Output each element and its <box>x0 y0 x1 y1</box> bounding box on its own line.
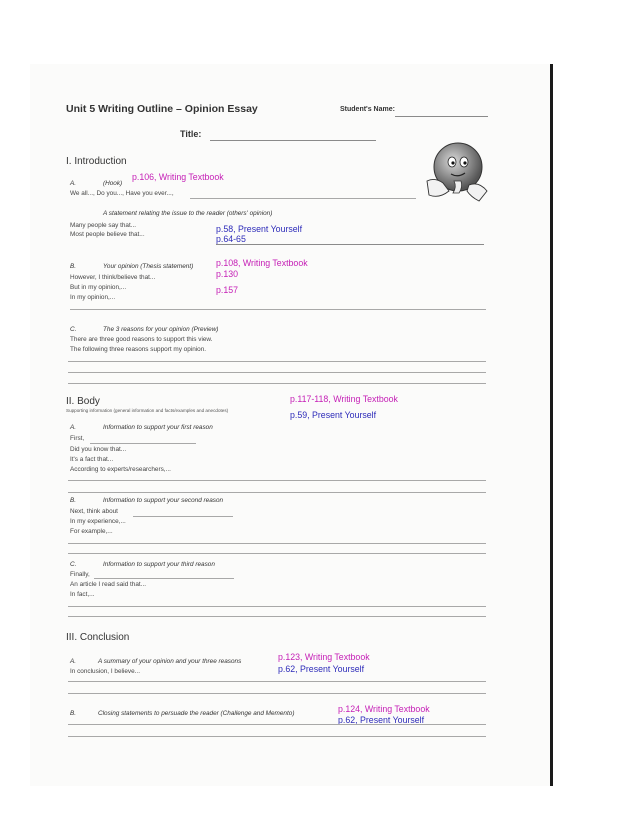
page-title: Unit 5 Writing Outline – Opinion Essay <box>66 103 258 115</box>
body-c-line1: Finally, <box>70 571 90 578</box>
intro-c-write-line1[interactable] <box>68 361 486 362</box>
body-a-line3: It's a fact that... <box>70 456 114 463</box>
intro-b-line3: In my opinion,... <box>70 294 116 301</box>
body-c-label: Information to support your third reason <box>103 561 215 568</box>
body-a-label: Information to support your first reason <box>103 424 213 431</box>
intro-a-line1: We all..., Do you..., Have you ever..., <box>70 190 174 197</box>
intro-b-line1: However, I think/believe that... <box>70 274 156 281</box>
intro-b-note3: p.157 <box>216 285 239 295</box>
intro-c-line2: The following three reasons support my opinion. <box>70 346 207 353</box>
body-a-write-line1[interactable] <box>68 480 486 481</box>
intro-c-line1: There are three good reasons to support this view. <box>70 336 213 343</box>
intro-b-label: Your opinion (Thesis statement) <box>103 263 194 270</box>
conclusion-a-note2: p.62, Present Yourself <box>278 664 365 674</box>
conclusion-a-write-line2[interactable] <box>68 693 486 694</box>
intro-a-label: (Hook) <box>103 180 123 187</box>
conclusion-a-label: A summary of your opinion and your three reasons <box>98 658 242 665</box>
intro-a-write-line[interactable] <box>190 198 416 199</box>
intro-heading: I. Introduction <box>66 156 127 167</box>
intro-b-note2: p.130 <box>216 269 239 279</box>
intro-a-line3: Most people believe that... <box>70 231 145 238</box>
body-a-line1: First, <box>70 435 85 442</box>
body-sub: Supporting information (general information and facts/examples and anecdotes) <box>66 408 229 413</box>
intro-a-note2: p.58, Present Yourself <box>216 224 303 234</box>
body-c-write-line1[interactable] <box>68 606 486 607</box>
body-a-letter: A. <box>70 424 77 431</box>
body-note2: p.59, Present Yourself <box>290 410 377 420</box>
scan-edge <box>550 64 553 786</box>
intro-b-letter: B. <box>70 263 77 270</box>
body-a-write-line2[interactable] <box>68 492 486 493</box>
intro-a-note3: p.64-65 <box>216 234 246 244</box>
conclusion-b-note2: p.62, Present Yourself <box>338 715 425 725</box>
body-a-first-blank[interactable] <box>90 443 196 444</box>
intro-c-letter: C. <box>70 326 77 333</box>
body-c-finally-blank[interactable] <box>94 578 234 579</box>
body-b-label: Information to support your second reason <box>103 497 224 504</box>
conclusion-b-note1: p.124, Writing Textbook <box>338 704 430 714</box>
intro-b-line2: But in my opinion,... <box>70 284 127 291</box>
body-note1: p.117-118, Writing Textbook <box>290 394 398 404</box>
body-c-line2: An article I read said that... <box>70 581 147 588</box>
student-name-line[interactable] <box>395 116 488 117</box>
student-name-label: Student's Name: <box>340 106 395 113</box>
conclusion-b-letter: B. <box>70 710 77 717</box>
body-b-line3: For example,... <box>70 528 113 535</box>
essay-title-label: Title: <box>180 129 202 139</box>
body-c-write-line2[interactable] <box>68 616 486 617</box>
thinking-character-icon <box>421 141 489 205</box>
intro-a-write-line2[interactable] <box>216 244 484 245</box>
intro-b-note1: p.108, Writing Textbook <box>216 258 308 268</box>
body-a-line4: According to experts/researchers,... <box>70 466 171 473</box>
intro-b-write-line[interactable] <box>70 309 486 310</box>
intro-a-note: p.106, Writing Textbook <box>132 172 224 182</box>
body-c-line3: In fact,... <box>70 591 95 598</box>
intro-a-letter: A. <box>70 180 77 187</box>
conclusion-a-line1: In conclusion, I believe... <box>70 668 140 675</box>
conclusion-heading: III. Conclusion <box>66 632 130 643</box>
conclusion-b-label: Closing statements to persuade the reader (Challenge and Memento) <box>98 710 295 717</box>
conclusion-b-write-line2[interactable] <box>68 736 486 737</box>
essay-title-line[interactable] <box>210 140 376 141</box>
body-a-line2: Did you know that... <box>70 446 127 453</box>
conclusion-b-write-line1[interactable] <box>68 724 486 725</box>
body-c-letter: C. <box>70 561 77 568</box>
intro-c-label: The 3 reasons for your opinion (Preview) <box>103 326 219 333</box>
conclusion-a-note1: p.123, Writing Textbook <box>278 652 370 662</box>
body-b-write-line1[interactable] <box>68 543 486 544</box>
conclusion-a-letter: A. <box>70 658 77 665</box>
body-heading: II. Body <box>66 396 100 407</box>
intro-a-line2: Many people say that... <box>70 222 137 229</box>
body-b-letter: B. <box>70 497 77 504</box>
intro-c-write-line2[interactable] <box>68 372 486 373</box>
intro-c-write-line3[interactable] <box>68 383 486 384</box>
body-b-line1: Next, think about <box>70 508 118 515</box>
conclusion-a-write-line1[interactable] <box>68 681 486 682</box>
body-b-think-blank[interactable] <box>133 516 233 517</box>
intro-a-sub: A statement relating the issue to the reader (others' opinion) <box>103 210 273 217</box>
body-b-write-line2[interactable] <box>68 553 486 554</box>
body-b-line2: In my experience,... <box>70 518 126 525</box>
